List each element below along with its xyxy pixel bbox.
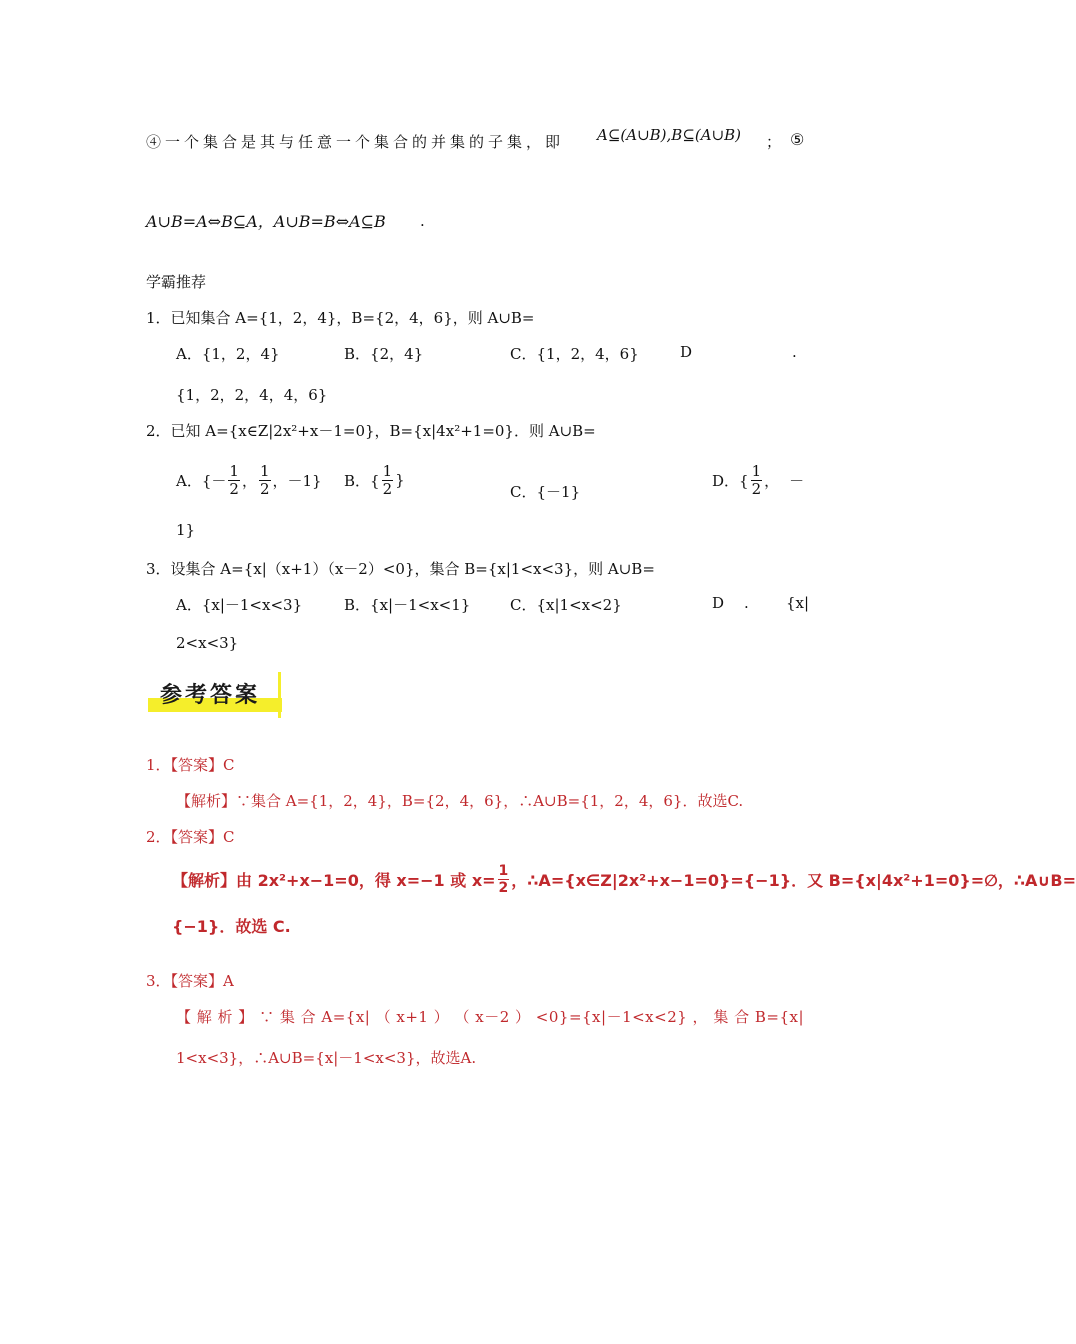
question-3-stem: 3．设集合 A={x|（x+1）（x－2）<0}，集合 B={x|1<x<3}，则 A∪B= <box>146 560 655 578</box>
theory-item-4 <box>146 131 564 152</box>
item4-text: ④一个集合是其与任意一个集合的并集的子集，即 <box>146 133 565 151</box>
q2-option-d <box>712 455 814 505</box>
answer-3-label: 3．【答案】A <box>146 972 234 990</box>
q3-option-d-dot: . <box>744 594 749 612</box>
q3-option-d-wrap: 2<x<3} <box>176 634 239 652</box>
answer-1-label: 1．【答案】C <box>146 756 235 774</box>
item4-formula: A⊆(A∪B),B⊆(A∪B) <box>597 126 742 144</box>
answer-2-frac: $\frac{1}{2}$ <box>498 862 509 896</box>
question-2-stem: 2．已知 A={x∈Z|2x²+x－1=0}，B={x|4x²+1=0}．则 A∪B= <box>146 422 596 440</box>
answer-2-analysis <box>172 856 1076 902</box>
q2-option-c: C．{－1} <box>510 483 581 501</box>
answer-2-analysis-pre: 【解析】由 2x²+x−1=0，得 x=−1 或 x= <box>172 870 496 890</box>
q1-option-d-value: {1，2，2，4，4，6} <box>176 386 328 404</box>
q3-option-d-value: {x| <box>786 594 810 612</box>
q2-d-pre: D．{ <box>712 471 749 490</box>
answer-2-analysis-wrap: {−1}．故选 C. <box>172 917 291 936</box>
answer-banner <box>146 672 286 716</box>
answer-2-label: 2．【答案】C <box>146 828 235 846</box>
q2-a-post: ，－1} <box>272 471 322 490</box>
q3-option-d-label: D <box>712 594 725 612</box>
q2-b-post: } <box>395 471 405 489</box>
q2-d-post: ，－ <box>764 471 815 490</box>
q2-option-b <box>344 455 405 505</box>
q3-option-b: B．{x|－1<x<1} <box>344 596 471 614</box>
q2-d-frac: $\frac{1}{2}$ <box>751 461 762 498</box>
answer-banner-title: 参考答案 <box>160 682 261 708</box>
q2-a-frac-1: $\frac{1}{2}$ <box>229 461 239 498</box>
q3-option-a: A．{x|－1<x<3} <box>176 596 303 614</box>
q1-option-c: C．{1，2，4，6} <box>510 345 639 363</box>
section-title: 学霸推荐 <box>146 273 207 291</box>
q2-b-pre: B．{ <box>344 471 380 490</box>
answer-3-analysis-line1: 【 解 析 】 ∵ 集 合 A={x| （ x+1 ） （ x－2 ） <0}={x|－1<x<2} ， 集 合 B={x| <box>176 1008 805 1026</box>
q2-a-pre: A．{－ <box>176 471 227 490</box>
question-1-stem: 1．已知集合 A={1，2，4}，B={2，4，6}，则 A∪B= <box>146 309 535 327</box>
item5-marker: ⑤ <box>790 130 805 149</box>
q3-option-c: C．{x|1<x<2} <box>510 596 622 614</box>
q1-option-d-dot: . <box>792 343 797 361</box>
q2-option-d-wrap: 1} <box>176 521 196 539</box>
q1-option-d-label: D <box>680 343 693 361</box>
item4-sep: ； <box>766 133 782 151</box>
q2-b-frac: $\frac{1}{2}$ <box>382 461 393 498</box>
q1-option-b: B．{2，4} <box>344 345 424 363</box>
item5-end: . <box>420 212 425 230</box>
q2-a-frac-2: $\frac{1}{2}$ <box>259 461 270 498</box>
q1-option-a: A．{1，2，4} <box>176 345 280 363</box>
answer-3-analysis-line2: 1<x<3}，∴A∪B={x|－1<x<3}，故选A. <box>176 1049 477 1067</box>
answer-1-analysis: 【解析】∵集合 A={1，2，4}，B={2，4，6}，∴A∪B={1，2，4，6}．故选C. <box>176 792 744 810</box>
item5-formula: A∪B=A⇔B⊆A，A∪B=B⇔A⊆B <box>146 212 386 231</box>
banner-line <box>278 672 281 718</box>
q2-a-mid: ， <box>241 471 257 490</box>
answer-2-analysis-post: ，∴A={x∈Z|2x²+x−1=0}={−1}．又 B={x|4x²+1=0}=∅，∴A∪B= <box>511 870 1076 890</box>
q2-option-a <box>176 455 322 505</box>
